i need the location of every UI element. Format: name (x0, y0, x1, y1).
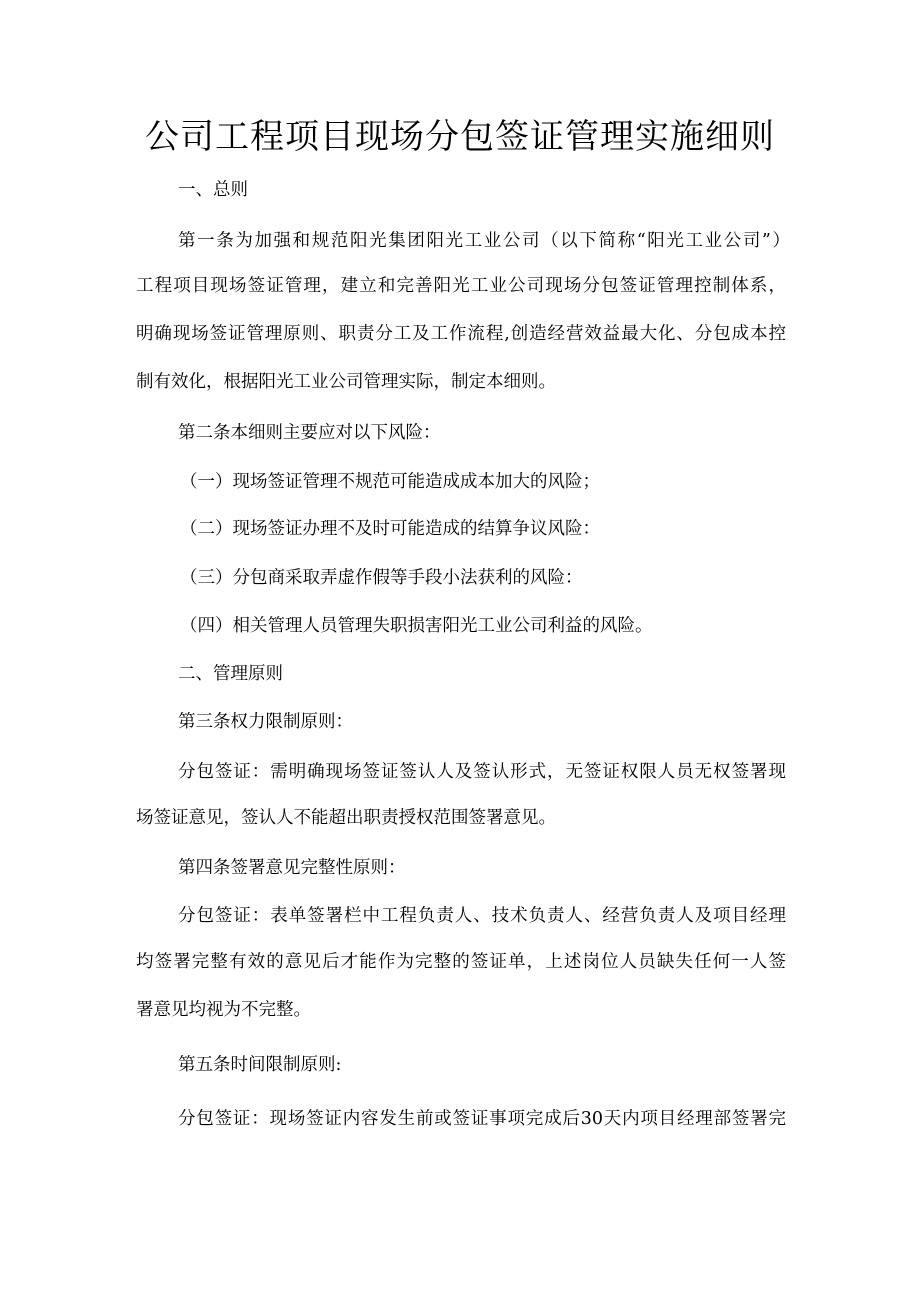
article-1-line-3: 明确现场签证管理原则、职责分工及工作流程,创造经营效益最大化、分包成本控 (136, 324, 786, 344)
article-4-line-1: 分包签证：表单签署栏中工程负责人、技术负责人、经营负责人及项目经理 (178, 906, 786, 926)
article-4-line-3: 署意见均视为不完整。 (136, 1000, 311, 1020)
section-heading-general: 一、总则 (178, 180, 248, 200)
article-1-line-2: 工程项目现场签证管理，建立和完善阳光工业公司现场分包签证管理控制体系， (136, 276, 786, 296)
document-title: 公司工程项目现场分包签证管理实施细则 (145, 117, 775, 157)
risk-item-1: （一）现场签证管理不规范可能造成成本加大的风险； (180, 472, 600, 492)
risk-item-3: （三）分包商采取弄虚作假等手段小法获利的风险： (180, 568, 583, 588)
article-1-line-1: 第一条为加强和规范阳光集团阳光工业公司（以下简称“阳光工业公司”） (178, 231, 790, 251)
article-3-line-2: 场签证意见，签认人不能超出职责授权范围签署意见。 (136, 808, 556, 828)
article-3-line-1: 分包签证：需明确现场签证签认人及签认形式，无签证权限人员无权签署现 (178, 762, 786, 782)
risk-item-2: （二）现场签证办理不及时可能造成的结算争议风险： (180, 519, 600, 539)
section-heading-principles: 二、管理原则 (178, 664, 283, 684)
article-5-line-1: 分包签证：现场签证内容发生前或签证事项完成后30天内项目经理部签署完 (178, 1109, 786, 1129)
article-4-line-2: 均签署完整有效的意见后才能作为完整的签证单，上述岗位人员缺失任何一人签 (136, 952, 786, 972)
article-4-heading: 第四条签署意见完整性原则： (178, 858, 406, 878)
article-1-line-4: 制有效化，根据阳光工业公司管理实际，制定本细则。 (136, 372, 556, 392)
article-3-heading: 第三条权力限制原则： (178, 712, 353, 732)
article-2-heading: 第二条本细则主要应对以下风险： (178, 423, 441, 443)
risk-item-4: （四）相关管理人员管理失职损害阳光工业公司利益的风险。 (180, 616, 653, 636)
article-5-heading: 第五条时间限制原则: (178, 1055, 342, 1075)
